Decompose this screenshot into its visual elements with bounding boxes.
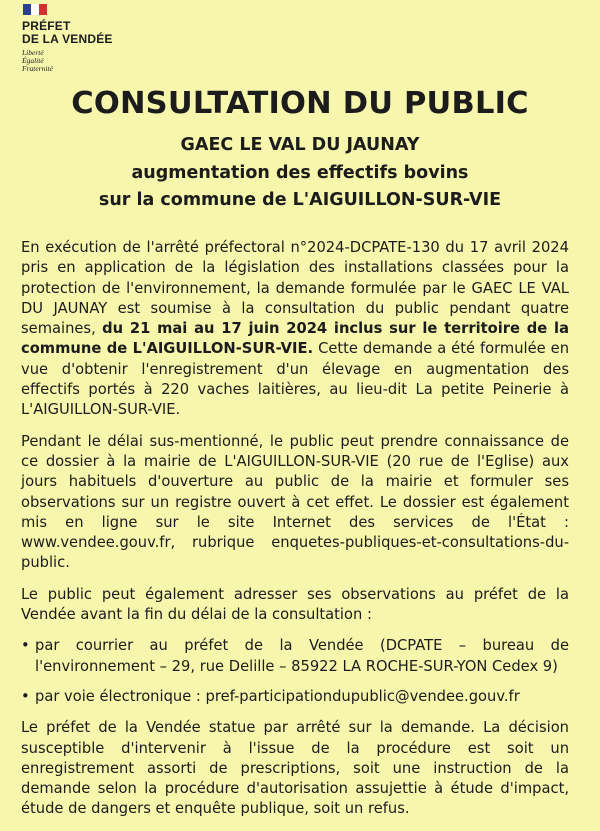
motto-fraternite: Fraternité [22,64,53,73]
bullet-icon: • [21,637,30,655]
prefecture-logo [22,4,113,73]
paragraph-decision: Le préfet de la Vendée statue par arrêté sur la demande. La décision susceptible d'intervenir à l'issue de la procédure est soit un enregistrement assorti de prescriptions, soit une instruction de la demande selon la procédure d'autorisation assujettie à étude d'impact, étude de dangers et enquête publique, soit un refus. [21,719,569,818]
prefet-label [22,20,113,46]
motto-egalite: Égalité [22,56,44,65]
list-item [21,687,569,707]
paragraph-decree-text-a: En exécution de l'arrêté préfectoral n°2024-DCPATE-130 du 17 avril 2024 pris en application de la législation des installations classées pour la protection de l'environnement, la demande formulée par le GAEC LE VAL DU JAUNAY est soumise à la consultation du public pendant quatre semaines, [21,239,569,338]
list-item [21,636,569,677]
subtitle-object: augmentation des effectifs bovins [131,162,469,183]
bullet-postal-text: par courrier au préfet de la Vendée (DCPATE – bureau de l'environnement – 29, rue Delille – 85922 LA ROCHE-SUR-YON Cedex 9) [35,637,569,675]
subtitle-block [0,132,600,215]
subtitle-commune: sur la commune de L'AIGUILLON-SUR-VIE [98,190,502,210]
prefet-line-2: DE LA VENDÉE [22,32,113,46]
french-flag-icon [23,4,47,15]
page-title: CONSULTATION DU PUBLIC [71,86,529,121]
observation-channels-list [21,636,569,707]
paragraph-consultation-location: Pendant le délai sus-mentionné, le public peut prendre connaissance de ce dossier à la mairie de L'AIGUILLON-SUR-VIE (20 rue de l'Eglise) aux jours habituels d'ouverture au public de la mairie et formuler ses observations sur un registre ouvert à cet effet. Le dossier est également mis en ligne sur le site Internet des services de l'État : www.vendee.gouv.fr, rubrique enquetes-publiques-et-consultations-du-public. [21,432,569,572]
bullet-email-text: par voie électronique : pref-participationdupublic@vendee.gouv.fr [35,687,520,705]
paragraph-decree-text-b: Cette demande a été formulée en vue d'obtenir l'enregistrement d'un élevage en augmentation des effectifs portés à 220 vaches laitières, au lieu-dit La petite Peinerie à L'AIGUILLON-SUR-VIE. [21,340,570,419]
republic-motto [22,49,113,73]
notice-body [21,238,569,831]
paragraph-observations-intro: Le public peut également adresser ses observations au préfet de la Vendée avant la fin du délai de la consultation : [21,585,569,624]
paragraph-decree [21,238,569,421]
bullet-icon: • [21,687,30,705]
paragraph-decree-dates: du 21 mai au 17 juin 2024 inclus sur le territoire de la commune de L'AIGUILLON-SUR-VIE. [21,320,569,358]
prefet-line-1: PRÉFET [22,19,71,33]
motto-liberte: Liberté [22,48,44,57]
subtitle-applicant: GAEC LE VAL DU JAUNAY [180,135,420,155]
